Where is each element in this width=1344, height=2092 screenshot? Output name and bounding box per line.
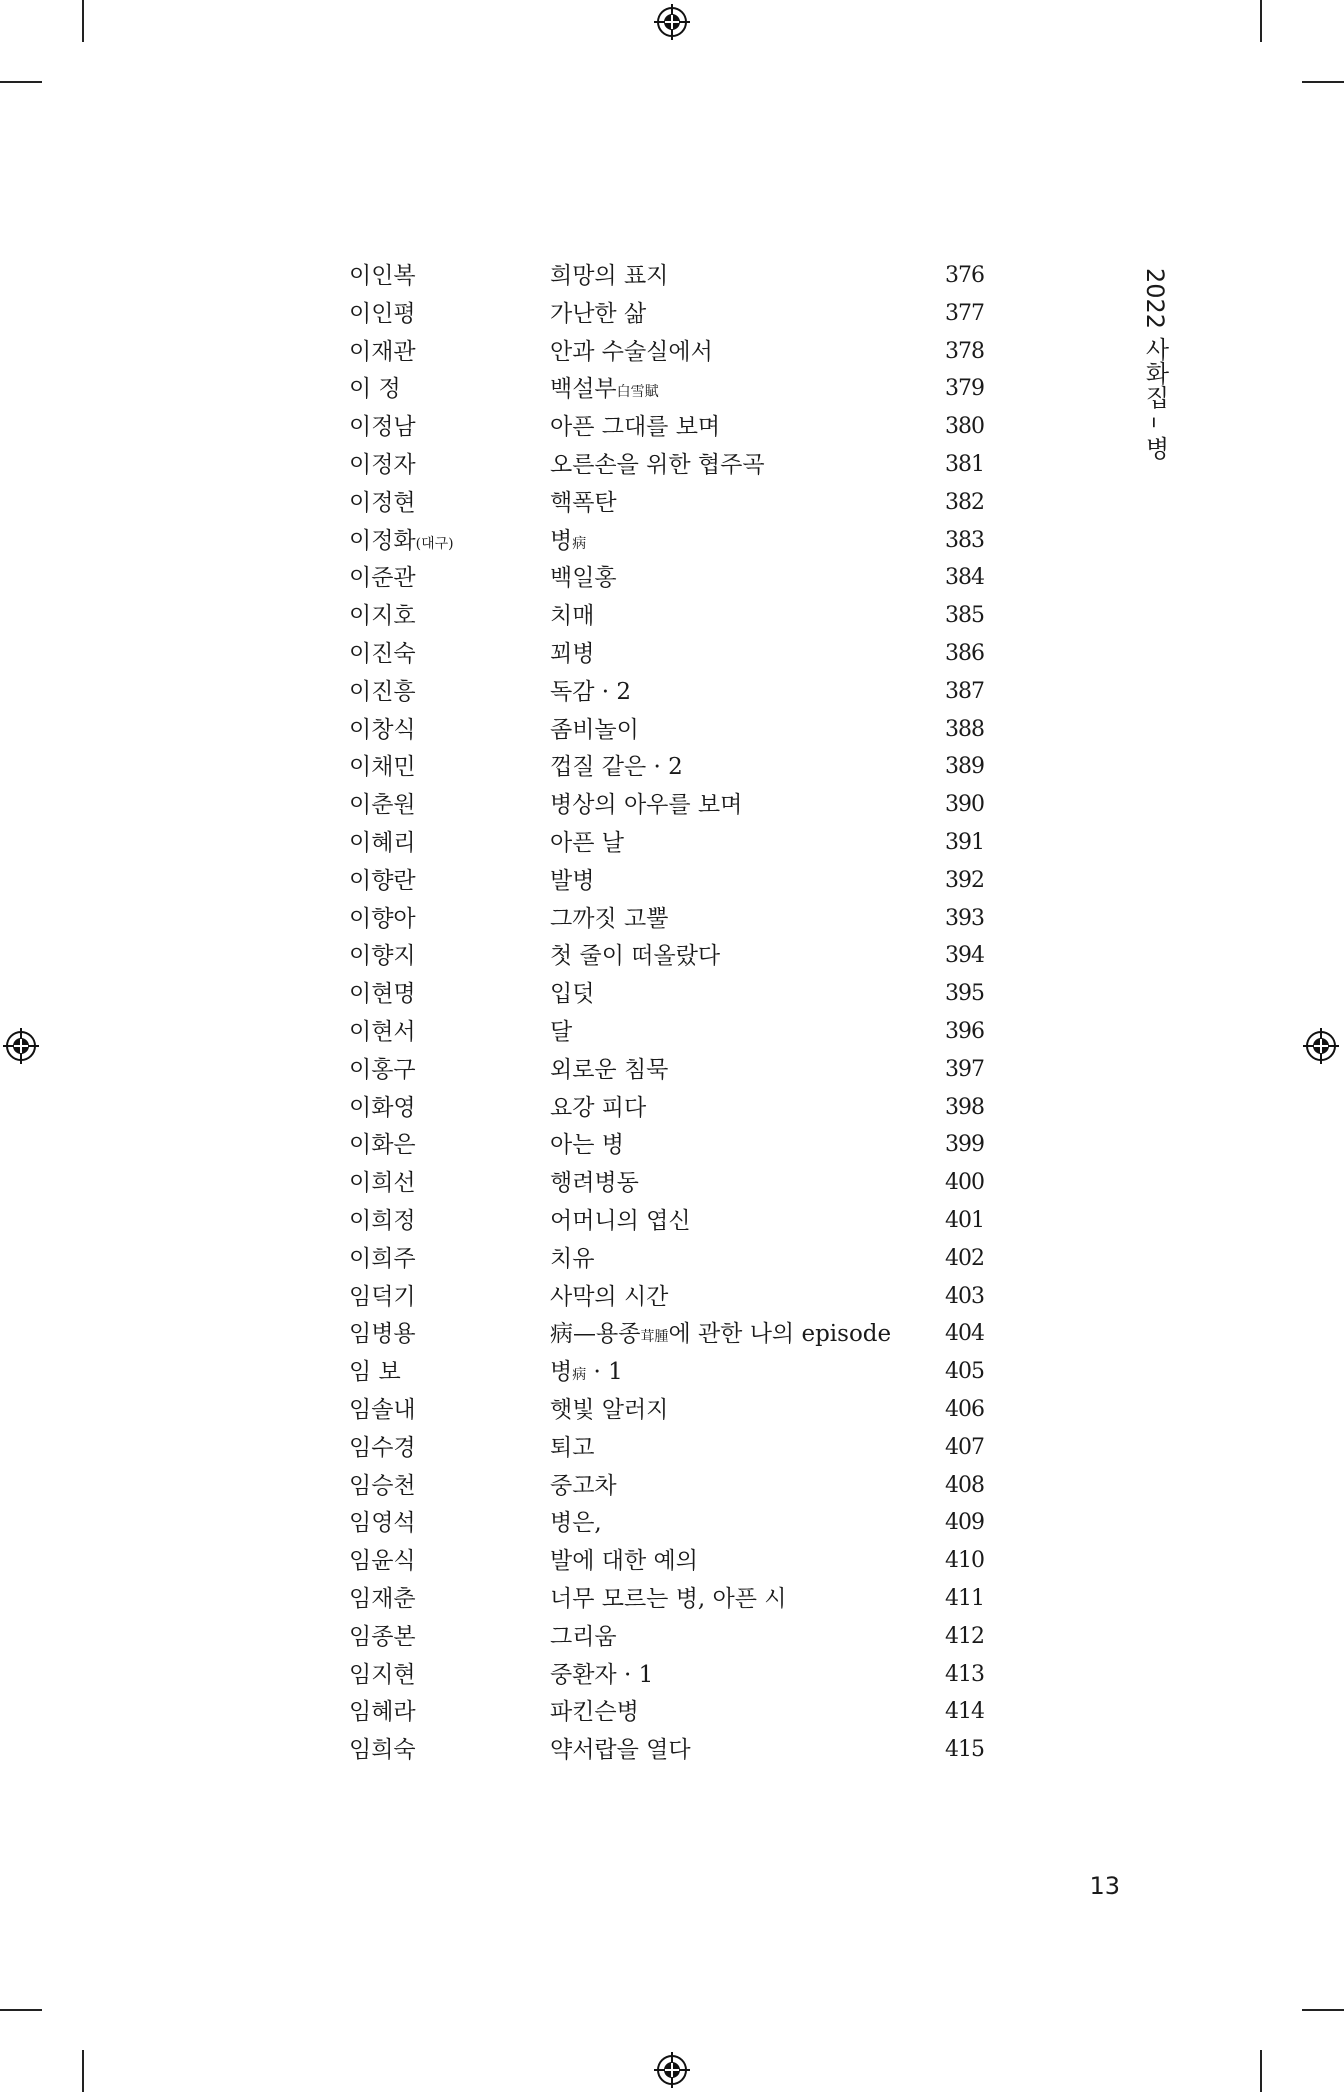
toc-author <box>349 333 416 371</box>
author-name: 이희주 <box>349 1245 416 1272</box>
toc-page-number: 407 <box>945 1434 984 1460</box>
author-name: 이진흥 <box>349 678 416 705</box>
title-text: 중고차 <box>550 1472 617 1499</box>
toc-page-number: 378 <box>945 338 984 364</box>
toc-title <box>550 257 668 295</box>
toc-author <box>349 1353 401 1391</box>
toc-entry <box>0 711 1344 749</box>
title-text: 핵폭탄 <box>550 489 617 516</box>
title-note: 茸腫 <box>640 1329 669 1346</box>
title-text: 약서랍을 열다 <box>550 1737 691 1764</box>
title-text: 아는 병 <box>550 1132 624 1159</box>
toc-entry <box>0 1656 1344 1694</box>
toc-author <box>349 1467 416 1505</box>
toc-page-number: 402 <box>945 1245 984 1271</box>
author-name: 이준관 <box>349 565 416 592</box>
author-name: 이채민 <box>349 754 416 781</box>
toc-title <box>550 1542 698 1580</box>
title-text: 중환자 · 1 <box>550 1661 654 1688</box>
toc-author <box>349 824 416 862</box>
toc-page-number: 413 <box>945 1661 984 1687</box>
toc-entry <box>0 1467 1344 1505</box>
toc-title <box>550 1202 691 1240</box>
toc-author <box>349 711 416 749</box>
toc-page-number: 415 <box>945 1737 984 1763</box>
toc-author <box>349 559 416 597</box>
toc-page-number: 404 <box>945 1321 984 1347</box>
toc-title <box>550 1240 594 1278</box>
author-name: 이인복 <box>349 263 416 289</box>
toc-title <box>550 975 594 1013</box>
toc-author <box>349 1542 416 1580</box>
title-text: 가난한 삶 <box>550 300 647 327</box>
author-name: 임종본 <box>349 1623 416 1650</box>
crop-mark <box>82 2050 84 2092</box>
title-text: 그까짓 고뿔 <box>550 905 669 932</box>
toc-author <box>349 635 416 673</box>
toc-author <box>349 446 416 484</box>
author-name: 임병용 <box>349 1321 416 1348</box>
toc-author <box>349 748 416 786</box>
title-suffix: · 1 <box>586 1359 623 1386</box>
toc-page-number: 410 <box>945 1548 984 1574</box>
toc-entry <box>0 522 1344 560</box>
toc-entry <box>0 975 1344 1013</box>
title-text: 에 관한 나의 episode <box>668 1321 892 1348</box>
toc-page-number: 386 <box>945 641 984 666</box>
toc-author <box>349 1429 416 1467</box>
registration-mark-icon <box>652 2 692 42</box>
author-name: 이지호 <box>349 603 416 630</box>
toc-title <box>550 1089 646 1127</box>
title-text: 병 <box>550 1359 573 1386</box>
toc-title <box>550 937 720 975</box>
title-note: 白雪賦 <box>616 384 659 401</box>
toc-author <box>349 522 454 563</box>
toc-entry <box>0 333 1344 371</box>
title-text: 너무 모르는 병, 아픈 시 <box>550 1586 787 1612</box>
toc-page-number: 387 <box>945 678 984 704</box>
toc-title <box>550 295 646 333</box>
toc-entry <box>0 1618 1344 1656</box>
title-text: 아픈 그대를 보며 <box>550 414 721 441</box>
author-name: 이화영 <box>349 1094 416 1121</box>
toc-title <box>550 1391 668 1429</box>
toc-author <box>349 1315 416 1353</box>
toc-entry <box>0 1202 1344 1240</box>
author-name: 임덕기 <box>349 1283 416 1310</box>
author-name: 이정남 <box>349 414 416 441</box>
title-text: 껍질 같은 · 2 <box>550 754 683 781</box>
toc-author <box>349 484 416 522</box>
author-name: 이인평 <box>349 300 416 327</box>
author-name: 임희숙 <box>349 1737 416 1764</box>
toc-author <box>349 1656 416 1694</box>
toc-title <box>550 1504 602 1542</box>
toc-title <box>550 786 742 824</box>
toc-entry <box>0 1089 1344 1127</box>
toc-page-number: 390 <box>945 792 984 818</box>
author-note: (대구) <box>415 535 454 552</box>
toc-entry <box>0 1051 1344 1089</box>
toc-author <box>349 257 416 295</box>
title-text: 치매 <box>550 603 595 630</box>
toc-entry <box>0 295 1344 333</box>
toc-title <box>550 1353 623 1394</box>
toc-author <box>349 1013 416 1051</box>
toc-title <box>550 1467 617 1505</box>
running-head: 2022 사화집 – 병 <box>1141 268 1169 460</box>
toc-title <box>550 1618 617 1656</box>
toc-author <box>349 975 416 1013</box>
title-text: 안과 수술실에서 <box>550 338 713 365</box>
toc-entry <box>0 1693 1344 1731</box>
toc-author <box>349 1580 416 1618</box>
toc-title <box>550 824 624 862</box>
toc-author <box>349 1391 416 1429</box>
author-name: 임지현 <box>349 1661 416 1688</box>
toc-page-number: 383 <box>945 527 984 553</box>
toc-title <box>550 597 594 635</box>
title-text: 치유 <box>550 1245 595 1272</box>
toc-page-number: 408 <box>945 1472 984 1498</box>
title-text: 외로운 침묵 <box>550 1056 669 1083</box>
toc-entry <box>0 408 1344 446</box>
toc-title <box>550 1013 572 1051</box>
toc-title <box>550 673 631 711</box>
toc-page-number: 377 <box>945 300 984 326</box>
toc-page-number: 394 <box>945 943 984 969</box>
toc-author <box>349 1618 416 1656</box>
toc-title <box>550 408 720 446</box>
title-text: 병은, <box>550 1510 602 1537</box>
toc-author <box>349 862 416 900</box>
toc-entry <box>0 446 1344 484</box>
toc-page-number: 409 <box>945 1510 984 1536</box>
author-name: 이 정 <box>349 376 401 403</box>
toc-entry <box>0 1013 1344 1051</box>
toc-author <box>349 1278 416 1316</box>
toc-page-number: 400 <box>945 1170 984 1196</box>
toc-author <box>349 1693 416 1731</box>
author-name: 임 보 <box>349 1359 401 1386</box>
toc-page-number: 406 <box>945 1397 984 1422</box>
author-name: 이향란 <box>349 867 416 894</box>
toc-title <box>550 333 713 371</box>
toc-entry <box>0 1504 1344 1542</box>
title-text: 요강 피다 <box>550 1094 647 1121</box>
title-text: 백일홍 <box>550 565 617 592</box>
author-name: 이진숙 <box>349 641 416 667</box>
toc-entry <box>0 1240 1344 1278</box>
author-name: 이향지 <box>349 943 416 970</box>
toc-entry <box>0 673 1344 711</box>
toc-page-number: 376 <box>945 263 984 288</box>
title-text: 희망의 표지 <box>550 263 669 289</box>
author-name: 이향아 <box>349 905 416 932</box>
author-name: 이재관 <box>349 338 416 365</box>
author-name: 이정화 <box>349 527 416 554</box>
title-text: 행려병동 <box>550 1170 639 1197</box>
toc-page-number: 382 <box>945 489 984 515</box>
toc-title <box>550 522 586 563</box>
title-text: 그리움 <box>550 1623 617 1650</box>
toc-title <box>550 484 617 522</box>
toc-author <box>349 673 416 711</box>
toc-page-number: 392 <box>945 867 984 893</box>
toc-title <box>550 1656 653 1694</box>
toc-entry <box>0 1126 1344 1164</box>
toc-entry <box>0 862 1344 900</box>
title-text: 첫 줄이 떠올랐다 <box>550 943 721 970</box>
toc-page-number: 380 <box>945 414 984 440</box>
toc-title <box>550 711 639 749</box>
author-name: 이희정 <box>349 1208 416 1234</box>
toc-author <box>349 370 401 408</box>
title-text: 오른손을 위한 협주곡 <box>550 452 765 478</box>
toc-entry <box>0 1542 1344 1580</box>
toc-title <box>550 1164 639 1202</box>
author-name: 임수경 <box>349 1434 416 1461</box>
toc-page-number: 414 <box>945 1699 984 1725</box>
author-name: 이희선 <box>349 1170 416 1197</box>
toc-page-number: 385 <box>945 603 984 629</box>
toc-title <box>550 446 765 484</box>
toc-title <box>550 862 594 900</box>
toc-author <box>349 786 416 824</box>
toc-entry <box>0 1278 1344 1316</box>
toc-entry <box>0 1731 1344 1769</box>
toc-page-number: 397 <box>945 1056 984 1082</box>
toc-page-number: 379 <box>945 376 984 402</box>
toc-page-number: 401 <box>945 1208 984 1233</box>
title-text: 파킨슨병 <box>550 1699 639 1726</box>
toc-page-number: 389 <box>945 754 984 780</box>
author-name: 임윤식 <box>349 1548 416 1575</box>
toc-author <box>349 1051 416 1089</box>
title-text: 달 <box>550 1019 573 1045</box>
toc-page-number: 393 <box>945 905 984 931</box>
author-name: 이정자 <box>349 452 416 478</box>
title-text: 발병 <box>550 867 595 894</box>
toc-title <box>550 900 668 938</box>
toc-page-number: 411 <box>945 1586 984 1611</box>
toc-title <box>550 1278 668 1316</box>
toc-title <box>550 1315 891 1356</box>
crop-mark <box>0 2009 42 2011</box>
toc-title <box>550 1051 668 1089</box>
title-note: 病 <box>572 1367 587 1384</box>
toc-title <box>550 559 617 597</box>
toc-page-number: 396 <box>945 1019 984 1044</box>
crop-mark <box>0 81 42 83</box>
toc-author <box>349 937 416 975</box>
toc-entry <box>0 937 1344 975</box>
toc-author <box>349 295 416 333</box>
toc-author <box>349 1164 416 1202</box>
toc-entry <box>0 824 1344 862</box>
toc-title <box>550 1580 787 1618</box>
crop-mark <box>1260 0 1262 42</box>
toc-entry <box>0 1164 1344 1202</box>
author-name: 이현서 <box>349 1019 416 1045</box>
toc-title <box>550 1693 639 1731</box>
title-text: 사막의 시간 <box>550 1283 669 1310</box>
toc-page-number: 403 <box>945 1283 984 1309</box>
toc-entry <box>0 748 1344 786</box>
toc-entry <box>0 786 1344 824</box>
toc-author <box>349 408 416 446</box>
registration-mark-icon <box>652 2050 692 2090</box>
author-name: 이창식 <box>349 716 416 743</box>
toc-title <box>550 635 594 673</box>
toc-page-number: 395 <box>945 981 984 1007</box>
toc-entry <box>0 1353 1344 1391</box>
title-text: 입덧 <box>550 981 595 1008</box>
toc-page-number: 391 <box>945 830 984 855</box>
title-text: 발에 대한 예의 <box>550 1548 698 1575</box>
title-prefix: 病—용종 <box>550 1321 641 1348</box>
toc-entry <box>0 597 1344 635</box>
title-text: 어머니의 엽신 <box>550 1208 691 1234</box>
title-text: 병 <box>550 527 573 554</box>
author-name: 이현명 <box>349 981 416 1008</box>
toc-title <box>550 1429 594 1467</box>
toc-entry <box>0 1580 1344 1618</box>
title-note: 病 <box>572 535 587 552</box>
toc-page-number: 412 <box>945 1623 984 1649</box>
toc-title <box>550 370 659 411</box>
author-name: 이혜리 <box>349 830 416 856</box>
crop-mark <box>1260 2050 1262 2092</box>
author-name: 임재춘 <box>349 1586 416 1612</box>
author-name: 이홍구 <box>349 1056 416 1083</box>
title-text: 백설부 <box>550 376 617 403</box>
toc-author <box>349 900 416 938</box>
toc-author <box>349 1202 416 1240</box>
author-name: 이정현 <box>349 489 416 516</box>
toc-author <box>349 1731 416 1769</box>
author-name: 임영석 <box>349 1510 416 1537</box>
toc-author <box>349 1126 416 1164</box>
toc-author <box>349 1240 416 1278</box>
toc-entry <box>0 1429 1344 1467</box>
toc-entry <box>0 635 1344 673</box>
title-text: 퇴고 <box>550 1434 595 1461</box>
toc-page-number: 399 <box>945 1132 984 1158</box>
title-text: 좀비놀이 <box>550 716 639 743</box>
toc-author <box>349 1089 416 1127</box>
author-name: 이화은 <box>349 1132 416 1159</box>
title-text: 독감 · 2 <box>550 678 632 705</box>
title-text: 꾀병 <box>550 641 595 667</box>
crop-mark <box>1302 2009 1344 2011</box>
author-name: 임혜라 <box>349 1699 416 1726</box>
toc-entry <box>0 1315 1344 1353</box>
toc-entry <box>0 559 1344 597</box>
toc-page-number: 398 <box>945 1094 984 1120</box>
title-text: 병상의 아우를 보며 <box>550 792 743 819</box>
author-name: 임승천 <box>349 1472 416 1499</box>
page-number: 13 <box>1089 1872 1120 1900</box>
toc-page-number: 384 <box>945 565 984 591</box>
toc-title <box>550 1731 691 1769</box>
toc-author <box>349 1504 416 1542</box>
toc-entry <box>0 1391 1344 1429</box>
toc-entry <box>0 484 1344 522</box>
crop-mark <box>1302 81 1344 83</box>
toc-page-number: 388 <box>945 716 984 742</box>
toc-page-number: 405 <box>945 1359 984 1385</box>
toc-title <box>550 748 683 786</box>
author-name: 이춘원 <box>349 792 416 819</box>
title-text: 햇빛 알러지 <box>550 1397 669 1423</box>
toc-entry <box>0 257 1344 295</box>
toc-entry <box>0 900 1344 938</box>
toc-author <box>349 597 416 635</box>
toc-title <box>550 1126 624 1164</box>
toc-page-number: 381 <box>945 452 984 477</box>
title-text: 아픈 날 <box>550 830 624 856</box>
crop-mark <box>82 0 84 42</box>
toc-entry <box>0 370 1344 408</box>
author-name: 임솔내 <box>349 1397 416 1423</box>
